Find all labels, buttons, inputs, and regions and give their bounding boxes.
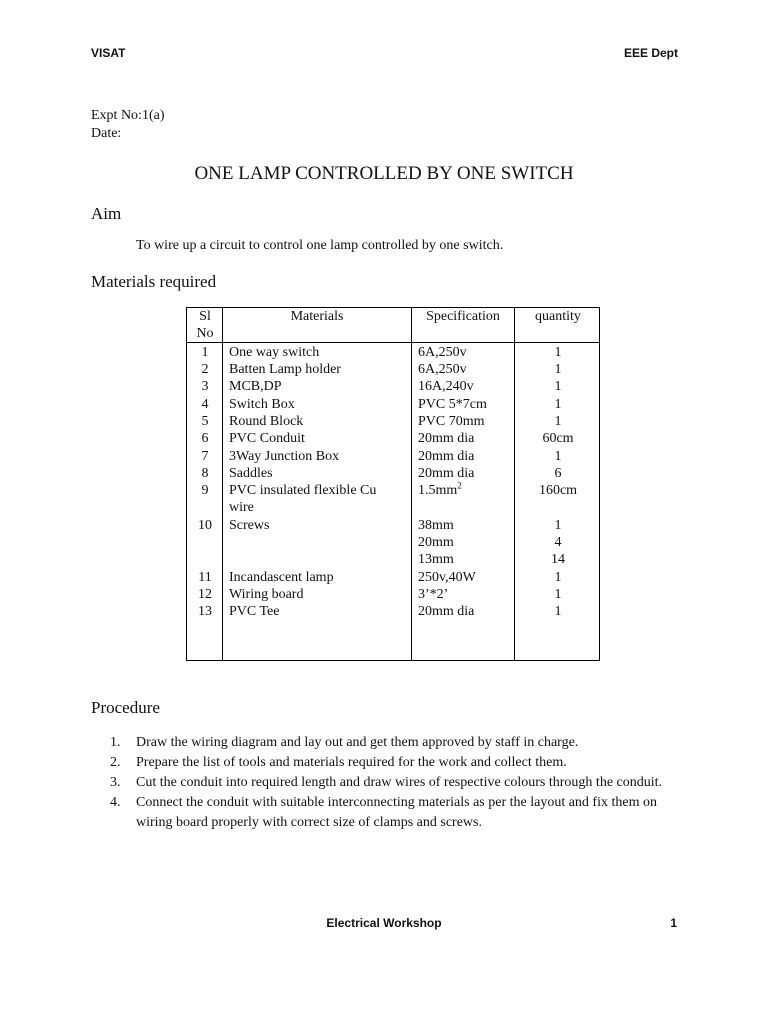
list-item — [110, 753, 690, 773]
row-qty: 1 — [554, 362, 562, 377]
procedure-list — [110, 733, 690, 833]
row-spec: 6A,250v — [418, 362, 467, 377]
row-spec: 38mm — [418, 518, 454, 533]
column-header-quantity: quantity — [535, 309, 581, 324]
row-qty: 1 — [554, 449, 562, 464]
step-number: 3. — [110, 775, 121, 790]
row-spec: 20mm dia — [418, 449, 475, 464]
row-material: Switch Box — [229, 397, 295, 412]
row-spec: PVC 5*7cm — [418, 397, 487, 412]
row-spec: 20mm dia — [418, 431, 475, 446]
materials-heading: Materials required — [91, 272, 217, 291]
row-qty: 1 — [554, 414, 562, 429]
row-spec-superscript: 2 — [457, 480, 462, 491]
row-material: Wiring board — [229, 587, 304, 602]
list-item — [110, 733, 690, 753]
materials-table — [186, 307, 600, 661]
step-text: Draw the wiring diagram and lay out and get them approved by staff in charge. — [136, 735, 579, 750]
row-sl: 5 — [201, 414, 209, 429]
table-header-divider — [187, 342, 599, 343]
step-number: 1. — [110, 735, 121, 750]
row-qty: 1 — [554, 587, 562, 602]
row-sl: 11 — [198, 570, 212, 585]
row-material: Batten Lamp holder — [229, 362, 341, 377]
footer-title: Electrical Workshop — [326, 916, 442, 930]
row-material: Round Block — [229, 414, 304, 429]
row-sl: 2 — [201, 362, 209, 377]
row-spec: 20mm dia — [418, 604, 475, 619]
step-text: Prepare the list of tools and materials required for the work and collect them. — [136, 755, 567, 770]
procedure-heading: Procedure — [91, 698, 160, 717]
row-qty: 1 — [554, 518, 562, 533]
row-qty: 1 — [554, 345, 562, 360]
row-qty: 4 — [554, 535, 562, 550]
row-material: Screws — [229, 518, 270, 533]
row-spec: 3’*2’ — [418, 587, 449, 602]
row-spec-value: 1.5mm — [418, 483, 458, 498]
column-header-sl — [187, 308, 223, 342]
row-qty: 6 — [554, 466, 562, 481]
row-qty: 60cm — [542, 431, 574, 446]
row-spec: 13mm — [418, 552, 454, 567]
row-material: 3Way Junction Box — [229, 449, 340, 464]
row-material: One way switch — [229, 345, 320, 360]
aim-text: To wire up a circuit to control one lamp controlled by one switch. — [136, 238, 504, 253]
step-number: 2. — [110, 755, 121, 770]
row-qty: 1 — [554, 397, 562, 412]
row-spec: 20mm dia — [418, 466, 475, 481]
row-material: Incandascent lamp — [229, 570, 334, 585]
row-spec: 250v,40W — [418, 570, 476, 585]
page-number: 1 — [670, 916, 677, 930]
row-material: Saddles — [229, 466, 273, 481]
step-number: 4. — [110, 795, 121, 810]
row-qty: 14 — [551, 552, 565, 567]
list-item — [110, 793, 690, 833]
row-sl: 7 — [201, 449, 209, 464]
row-spec: 6A,250v — [418, 345, 467, 360]
row-qty: 1 — [554, 379, 562, 394]
row-sl: 10 — [198, 518, 212, 533]
list-item — [110, 773, 690, 793]
row-sl: 6 — [201, 431, 209, 446]
step-text: Connect the conduit with suitable interconnecting materials as per the layout and fix them on wiring board properly with correct size of clamps and screws. — [136, 795, 657, 830]
step-text: Cut the conduit into required length and draw wires of respective colours through the conduit. — [136, 775, 663, 790]
row-sl: 12 — [198, 587, 212, 602]
page-title: ONE LAMP CONTROLLED BY ONE SWITCH — [194, 163, 574, 184]
header-right: EEE Dept — [623, 46, 678, 60]
row-spec: PVC 70mm — [418, 414, 485, 429]
row-material: MCB,DP — [229, 379, 282, 394]
column-header-specification: Specification — [426, 309, 500, 324]
row-qty: 1 — [554, 604, 562, 619]
column-header-sl-line1: Sl — [199, 309, 211, 324]
row-material: PVC Conduit — [229, 431, 305, 446]
row-qty: 1 — [554, 570, 562, 585]
aim-heading: Aim — [91, 204, 122, 223]
date-label: Date: — [91, 126, 122, 141]
row-spec: 16A,240v — [418, 379, 474, 394]
table-divider — [411, 308, 412, 660]
row-qty: 160cm — [538, 483, 578, 498]
row-sl: 8 — [201, 466, 209, 481]
column-header-materials: Materials — [290, 309, 344, 324]
experiment-number: Expt No:1(a) — [91, 108, 165, 123]
header-left: VISAT — [91, 46, 126, 60]
row-sl: 3 — [201, 379, 209, 394]
row-material: PVC Tee — [229, 604, 280, 619]
row-spec: 20mm — [418, 535, 454, 550]
row-sl: 13 — [198, 604, 212, 619]
row-sl: 9 — [201, 483, 209, 498]
row-sl: 1 — [201, 345, 209, 360]
row-spec — [418, 482, 518, 499]
row-material: PVC insulated flexible Cu wire — [229, 483, 377, 515]
column-header-sl-line2: No — [196, 326, 214, 341]
row-sl: 4 — [201, 397, 209, 412]
